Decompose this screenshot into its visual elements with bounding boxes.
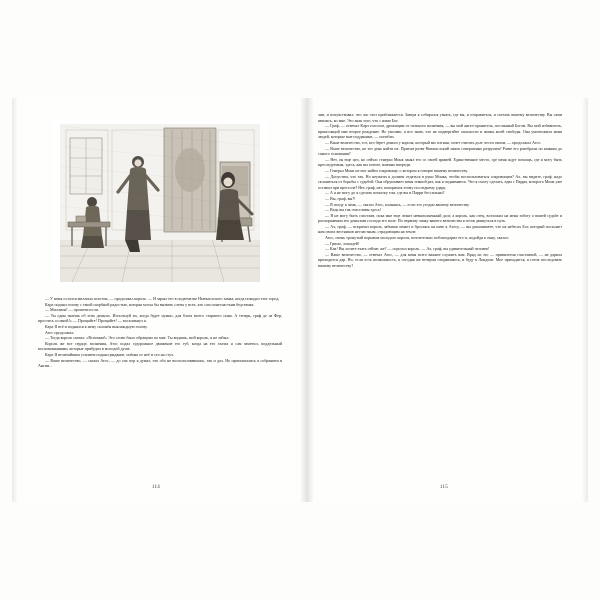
paragraph: — Как! Вы хотите ехать сейчас же? — спросил король. — Ах, граф, вы удивительный человек! <box>325 246 490 252</box>
right-page-text <box>318 112 562 269</box>
paragraph: — Ах, граф, — вскричал король, забывая этикет и бросаясь на шею к Атосу, — вы доказываете, что на небесах Бог, который посылает нам своих вестников несчастным, страдающим на земле. <box>318 223 562 235</box>
left-page-text <box>38 296 282 369</box>
left-page-edge-shadow <box>12 98 18 502</box>
paragraph: — Гримо, лошадей! <box>325 240 360 246</box>
paragraph: Карл II всё и поднялся к нему склонён выклаждную голову. <box>45 323 148 329</box>
paragraph: — Генерал Монк не мог найти сокровище, о котором я говорю вашему величеству. <box>325 167 468 173</box>
right-page-number: 115 <box>439 485 449 490</box>
paragraph: — А я не могу до я сделать попытку том, где вы и Парри бессильны? <box>325 190 445 196</box>
paragraph: — Граф, — отвечал Карл голосом, дрожащим от сильного волнения, — вы мой ангел-хранитель, послaнный Богом. Вы мой избавитель, приносящий мне второе рождение. Но умоляю, я все знаю, что не подвергайте опасности и жизнь моей свободы. Она уничтожила меня людей, которые мне подданные, — погибли. <box>318 123 562 140</box>
paragraph: — У меня остался миллион золотом, — продолжал король. — И зарыл его в подземелье Ньюкаслского замка, когда покидал этот город. <box>45 296 280 301</box>
paragraph: Атос продолжал: <box>45 329 75 335</box>
paragraph: — Ты один знаешь об этих деньгах. Используй их, когда будет нужно, для блага моего старшего сына. А теперь, граф де ла Фер, простись со мной!» — Прощайте! Прощайте! — воскликнул я. <box>38 312 282 324</box>
paragraph: Карл поднял голову с такой скорбной радостью, которая могла бы вызвать слезы у всех, кто сам понесчастьям бедствиях. <box>45 301 255 307</box>
paragraph: — Я не могу быть счастлив, пока мне еще лежит невыполненный долг, а король, как отец, возложил на меня заботу о вашей судьбе и распоряжении его деньгами господа его воле. По первому знаку вашего величества я готов двинуться в путь. <box>318 212 562 224</box>
paragraph: Король же все сердце, волнения, Атос подал судорожное движение его губ, когда на его глазах я сам заметил, поддельный воспоминаниями, которые прибудил в молодой душе. <box>38 340 282 352</box>
paragraph: Атос, очень тронутый порывом молодого короля, почтительно поблагодарил его и, подойдя к окну, сказал: <box>325 235 509 241</box>
left-page <box>12 98 300 502</box>
paragraph: — Ведь вы так счастливы здесь! <box>325 207 381 213</box>
paragraph: — Миллион! — прошептал он. <box>45 307 99 313</box>
paragraph: — Вы, граф, вы?! <box>325 195 356 201</box>
paragraph: — Ваше величество, — отвечал Атос, — для меня всего важнее служить вам. Вряд ли это — привилегия счастливой, — не дарила приходится дар. Но, если есть возможность, я сегодня же вечером отправляюсь, и буду в Лондоне. Мое приходится, я готов последовать вашему величеству? <box>318 251 562 269</box>
paragraph: — Ваше величество, — сказал Атос, — до сих пор я думал, что обо не воспользовавшись, так и дал. Но приглашались я собранием в Ангии... <box>38 357 282 369</box>
right-page <box>300 98 588 502</box>
engraving-illustration-icon <box>52 118 268 286</box>
paragraph: — Тогда король сказал: «Вспомни!» Это слово было обращено ко мне. Ты видишь, мой король, я не забыл. <box>45 335 230 341</box>
paragraph: — Ваше величество, не тот день найти их. Притом разве Ньюкаслский замок совершенно разрушен? Разве его разобрали по камням до самого основания? <box>318 145 562 157</box>
chapter-illustration <box>52 118 268 286</box>
paragraph: — Нет, он еще цел, но сейчас генерал Монк занял его со своей армией. Единственное место, где меня ждут помощь, где я могу быть преследуемым, здесь, как вы хотите, именно впереди. <box>318 156 562 168</box>
paragraph: — Ваше величество, тот, кто берет деньги у короля, который вас изгнан, хочет считать долг чести своим, — продолжал Атос. <box>325 139 542 145</box>
right-page-edge-shadow <box>582 98 588 502</box>
left-page-number: 114 <box>151 485 161 490</box>
paragraph: — Допустим, что так. Но неужели я должен отдаться в руки Монка, чтобы воспользоваться сокровищем? Ах, вы видите, граф, надо склониться от борьбы с судьбой. Она обрушивает меня земной раз, как я поднимаюсь. Что я смогу сделать, едва с Парри, которого Монк уже оставил при престоле? Нет, граф, нет, покоримся этому последнему удару. <box>318 173 562 190</box>
paragraph: лии, и почувствовал, что час этот приближается. Завтра я собирался узнать, где вы, и отправиться, и съехать вашему величеству. Вы сами явились, ко мне. Это знак того, что с нами Бог. <box>318 112 562 123</box>
book-pages <box>12 98 588 502</box>
paragraph: Карл II величайшим усилием поднял рыдание, опёнка от неё и сел на стул. <box>45 351 174 357</box>
paragraph: — Я поеду к замк, — сказал Атос, кланяясь, — если это угодно вашему величеству. <box>325 201 470 207</box>
